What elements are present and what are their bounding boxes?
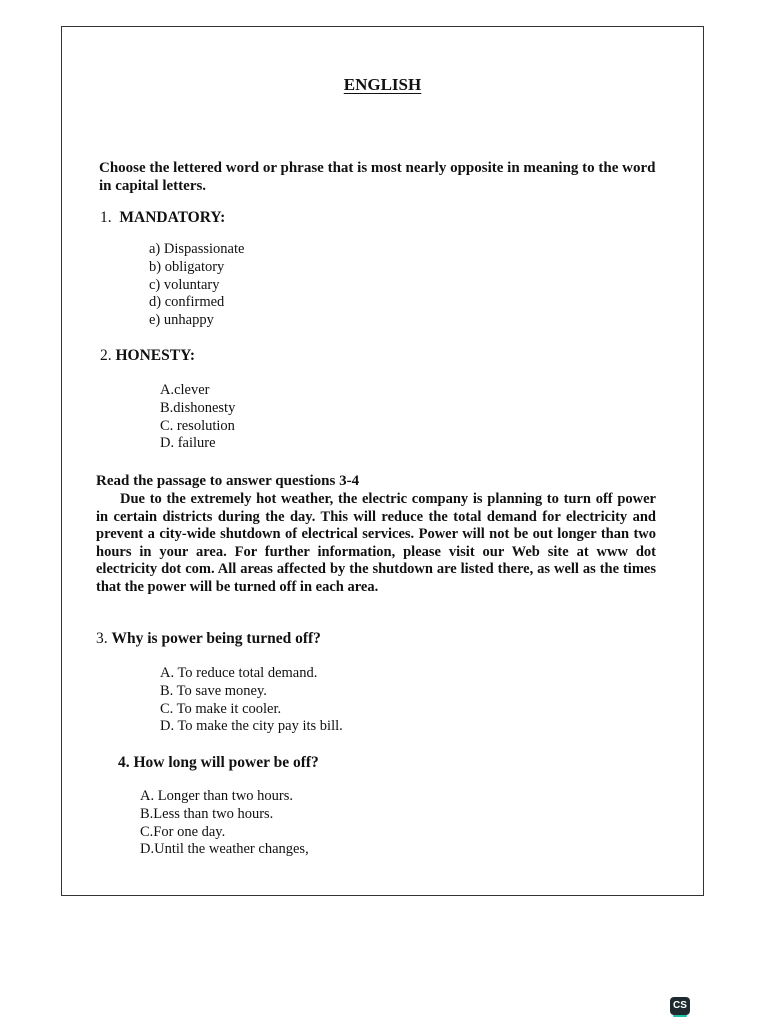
option-item: A.clever — [160, 382, 210, 398]
option-item: B. To save money. — [160, 682, 267, 699]
question-3-options — [160, 665, 343, 736]
option-item: C. resolution — [160, 417, 235, 434]
option-item: c) voluntary — [149, 276, 220, 293]
question-2-options — [160, 382, 235, 453]
option-item: C.For one day. — [140, 823, 226, 840]
question-2 — [100, 347, 195, 365]
question-2-word: HONESTY: — [115, 347, 196, 364]
question-1-word: MANDATORY: — [119, 209, 226, 226]
option-item: B.Less than two hours. — [140, 805, 274, 822]
question-1 — [100, 209, 225, 227]
question-4-options — [140, 788, 309, 859]
option-item: b) obligatory — [149, 258, 225, 275]
option-item: A. To reduce total demand. — [160, 665, 318, 681]
option-item: B.dishonesty — [160, 399, 236, 416]
question-1-number: 1. — [100, 209, 112, 226]
option-item: A. Longer than two hours. — [140, 788, 294, 804]
option-item: e) unhappy — [149, 312, 214, 329]
question-3 — [96, 630, 321, 648]
question-3-text: Why is power being turned off? — [111, 630, 321, 647]
option-item: d) confirmed — [149, 294, 225, 311]
question-2-number: 2. — [100, 347, 112, 364]
option-item: C. To make it cooler. — [160, 700, 282, 717]
instructions: Choose the lettered word or phrase that is most nearly opposite in meaning to the word in capital letters. — [99, 160, 656, 194]
question-1-options — [149, 241, 244, 330]
option-item: a) Dispassionate — [149, 241, 245, 257]
passage-heading: Read the passage to answer questions 3-4 — [96, 473, 360, 489]
document-page — [61, 26, 704, 896]
reading-passage: Due to the extremely hot weather, the electric company is planning to turn off power in certain districts during the day. This will reduce the total demand for electricity and prevent a city-wide shutdown of electrical services. Power will not be out longer than two hours in your area. For further information, please visit our Web site at www dot electricity dot com. All areas affected by the shutdown are listed there, as well as the times that the power will be turned off in each area. — [96, 491, 656, 595]
option-item: D.Until the weather changes, — [140, 841, 309, 858]
option-item: D. failure — [160, 435, 216, 452]
option-item: D. To make the city pay its bill. — [160, 718, 343, 735]
page-title: ENGLISH — [343, 75, 422, 94]
question-4: 4. How long will power be off? — [118, 754, 319, 771]
question-3-number: 3. — [96, 630, 108, 647]
camscanner-logo-icon: CS — [670, 997, 690, 1015]
